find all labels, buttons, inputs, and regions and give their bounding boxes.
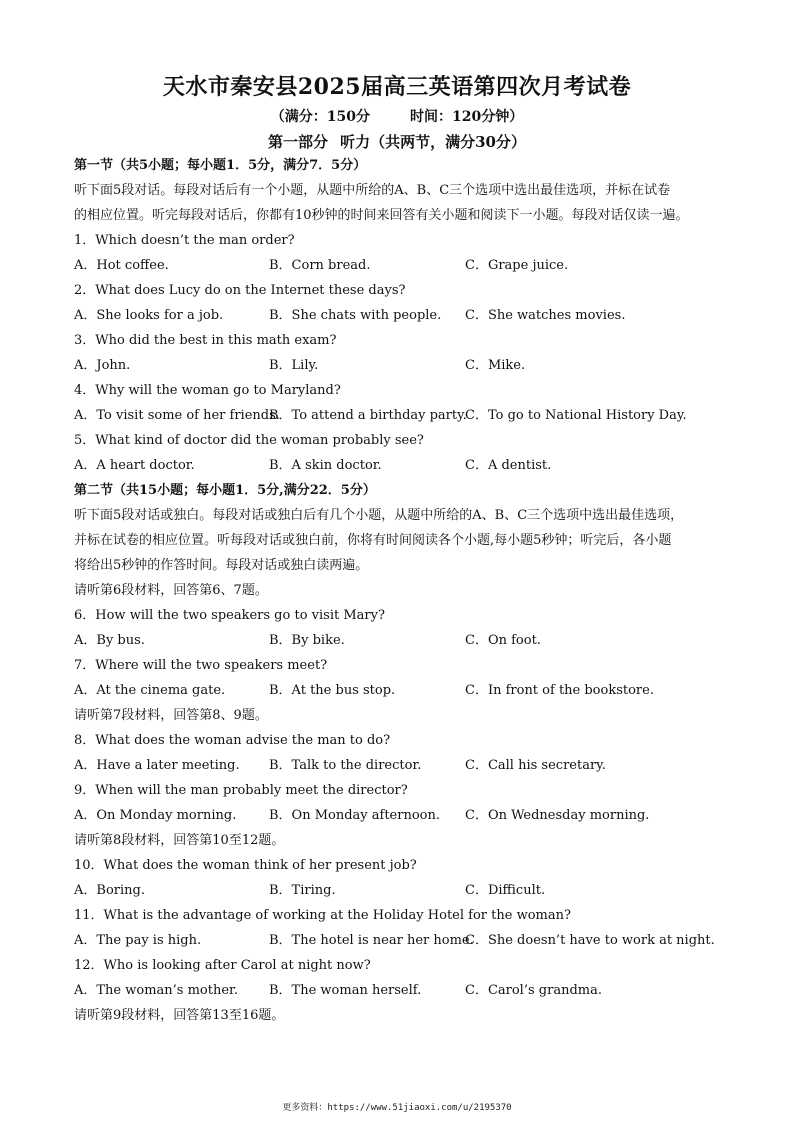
exam-body xyxy=(74,153,724,1028)
question-12: 12．Who is looking after Carol at night now? xyxy=(74,958,371,973)
question-12-option-b: B．The woman herself. xyxy=(269,983,422,998)
question-6-option-c: C．On foot. xyxy=(465,633,541,648)
question-10-options xyxy=(74,878,724,903)
section-one-instructions-1: 听下面5段对话。每段对话后有一个小题，从题中所给的A、B、C三个选项中选出最佳选项，并标在试卷 xyxy=(74,183,671,198)
question-9-option-a: A．On Monday morning. xyxy=(74,808,237,823)
question-3-option-b: B．Lily. xyxy=(269,358,319,373)
part-one-subject: 听力（共两节，满分30分） xyxy=(340,133,526,151)
question-5-option-c: C．A dentist. xyxy=(465,458,552,473)
section-one-heading: 第一节（共5小题；每小题1．5分，满分7．5分） xyxy=(74,158,367,173)
question-1-option-c: C．Grape juice. xyxy=(465,258,569,273)
question-1-option-b: B．Corn bread. xyxy=(269,258,371,273)
material-9-note: 请听第9段材料，回答第13至16题。 xyxy=(74,1008,285,1023)
question-9: 9．When will the man probably meet the director? xyxy=(74,783,408,798)
question-5-option-a: A．A heart doctor. xyxy=(74,458,195,473)
question-2-option-a: A．She looks for a job. xyxy=(74,308,224,323)
section-two-instructions-3: 将给出5秒钟的作答时间。每段对话或独白读两遍。 xyxy=(74,558,369,573)
question-4: 4．Why will the woman go to Maryland? xyxy=(74,383,341,398)
part-one-title xyxy=(0,131,794,152)
question-7-options xyxy=(74,678,724,703)
question-3-option-c: C．Mike. xyxy=(465,358,526,373)
footer-resource-link[interactable]: 更多资料：https://www.51jiaoxi.com/u/2195370 xyxy=(282,1103,512,1113)
question-4-option-c: C．To go to National History Day. xyxy=(465,408,687,423)
question-8-option-b: B．Talk to the director. xyxy=(269,758,422,773)
question-10-option-c: C．Difficult. xyxy=(465,883,546,898)
section-two-instructions-2: 并标在试卷的相应位置。听每段对话或独白前，你将有时间阅读各个小题,每小题5秒钟；听完后，各小题 xyxy=(74,533,672,548)
question-6-option-a: A．By bus. xyxy=(74,633,145,648)
question-5-option-b: B．A skin doctor. xyxy=(269,458,382,473)
question-10-option-b: B．Tiring. xyxy=(269,883,336,898)
question-6: 6．How will the two speakers go to visit Mary? xyxy=(74,608,385,623)
question-4-option-a: A．To visit some of her friends. xyxy=(74,408,280,423)
question-9-options xyxy=(74,803,724,828)
question-12-option-a: A．The woman’s mother. xyxy=(74,983,238,998)
question-8-option-c: C．Call his secretary. xyxy=(465,758,606,773)
part-one-label: 第一部分 xyxy=(268,133,329,151)
question-4-options xyxy=(74,403,724,428)
exam-title: 天水市秦安县2025届高三英语第四次月考试卷 xyxy=(162,74,632,100)
question-7: 7．Where will the two speakers meet? xyxy=(74,658,328,673)
question-9-option-c: C．On Wednesday morning. xyxy=(465,808,650,823)
question-5-options xyxy=(74,453,724,478)
question-7-option-a: A．At the cinema gate. xyxy=(74,683,226,698)
question-3-option-a: A．John. xyxy=(74,358,131,373)
question-3-options xyxy=(74,353,724,378)
question-1: 1．Which doesn’t the man order? xyxy=(74,233,295,248)
question-11-option-c: C．She doesn’t have to work at night. xyxy=(465,933,715,948)
question-6-option-b: B．By bike. xyxy=(269,633,345,648)
question-5: 5．What kind of doctor did the woman probably see? xyxy=(74,433,424,448)
section-two-heading: 第二节（共15小题；每小题1．5分,满分22．5分） xyxy=(74,483,376,498)
question-10: 10．What does the woman think of her present job? xyxy=(74,858,417,873)
question-8-options xyxy=(74,753,724,778)
question-11-option-a: A．The pay is high. xyxy=(74,933,202,948)
material-8-note: 请听第8段材料，回答第10至12题。 xyxy=(74,833,285,848)
question-2-option-c: C．She watches movies. xyxy=(465,308,626,323)
question-3: 3．Who did the best in this math exam? xyxy=(74,333,337,348)
section-two-instructions-1: 听下面5段对话或独白。每段对话或独白后有几个小题，从题中所给的A、B、C三个选项中选出最佳选项， xyxy=(74,508,684,523)
question-7-option-b: B．At the bus stop. xyxy=(269,683,396,698)
question-6-options xyxy=(74,628,724,653)
question-11-option-b: B．The hotel is near her home. xyxy=(269,933,474,948)
material-6-note: 请听第6段材料，回答第6、7题。 xyxy=(74,583,268,598)
exam-score-time xyxy=(0,106,794,126)
question-1-options xyxy=(74,253,724,278)
question-11-options xyxy=(74,928,724,953)
question-2-options xyxy=(74,303,724,328)
question-8: 8．What does the woman advise the man to do? xyxy=(74,733,391,748)
question-1-option-a: A．Hot coffee. xyxy=(74,258,169,273)
question-2-option-b: B．She chats with people. xyxy=(269,308,442,323)
question-12-option-c: C．Carol’s grandma. xyxy=(465,983,602,998)
exam-time: 时间：120分钟） xyxy=(410,109,524,125)
question-9-option-b: B．On Monday afternoon. xyxy=(269,808,440,823)
question-8-option-a: A．Have a later meeting. xyxy=(74,758,240,773)
question-12-options xyxy=(74,978,724,1003)
exam-score: （满分：150分 xyxy=(270,109,370,125)
question-4-option-b: B．To attend a birthday party. xyxy=(269,408,467,423)
question-10-option-a: A．Boring. xyxy=(74,883,145,898)
question-7-option-c: C．In front of the bookstore. xyxy=(465,683,654,698)
question-2: 2．What does Lucy do on the Internet these days? xyxy=(74,283,406,298)
material-7-note: 请听第7段材料，回答第8、9题。 xyxy=(74,708,268,723)
question-11: 11．What is the advantage of working at the Holiday Hotel for the woman? xyxy=(74,908,571,923)
section-one-instructions-2: 的相应位置。听完每段对话后，你都有10秒钟的时间来回答有关小题和阅读下一小题。每段对话仅读一遍。 xyxy=(74,208,689,223)
